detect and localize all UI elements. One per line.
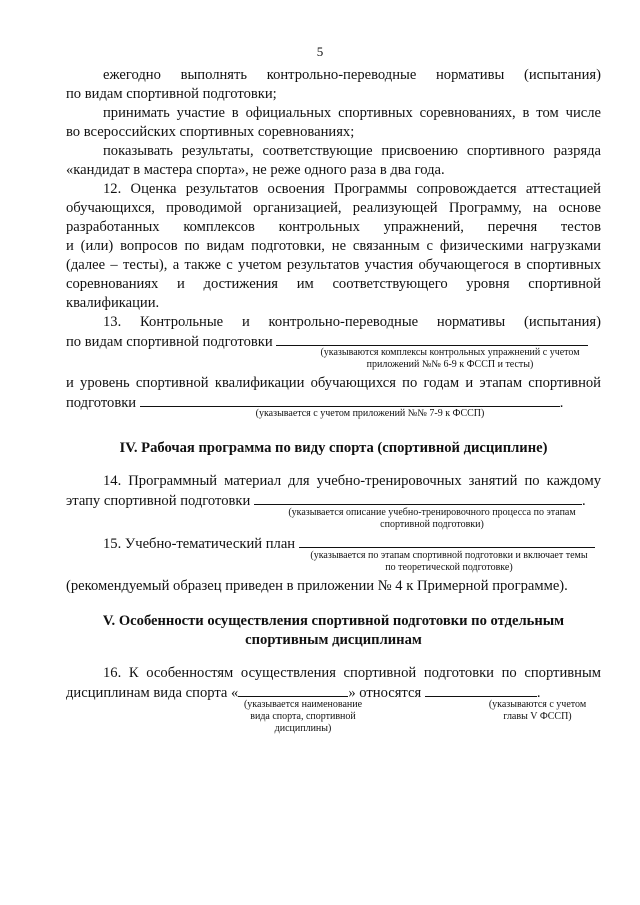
field-hint: главы V ФССП) [503, 711, 572, 722]
text-line: по видам спортивной подготовки; [66, 86, 277, 102]
text-line: во всероссийских спортивных соревнованиях; [66, 124, 355, 140]
text-line: показывать результаты, соответствующие присвоению спортивного разряда [103, 143, 601, 159]
text-line: соревнованиях и достижения им соответствующего уровня спортивной [66, 276, 601, 292]
text-line: «кандидат в мастера спорта», не реже одного раза в два года. [66, 162, 445, 178]
field-hint: (указывается наименование [243, 699, 363, 710]
text-fragment: » относятся [348, 685, 422, 701]
section-heading: IV. Рабочая программа по виду спорта (спортивной дисциплине) [119, 440, 548, 456]
section-heading: V. Особенности осуществления спортивной подготовки по отдельным [102, 613, 565, 629]
fill-in-blank [425, 683, 537, 697]
fill-in-blank [238, 683, 348, 697]
text-line: и (или) вопросов по видам подготовки, не связанным с физическими нагрузками [66, 238, 601, 254]
text-line: разработанных комплексов контрольных упражнений, перечня тестов [66, 219, 601, 235]
field-hint: вида спорта, спортивной [250, 711, 356, 722]
text-line: 12. Оценка результатов освоения Программы сопровождается аттестацией [103, 181, 601, 197]
field-hint: (указывается с учетом приложений №№ 7-9 к ФССП) [255, 408, 485, 419]
field-hint: по теоретической подготовке) [385, 562, 513, 573]
text-line: 13. Контрольные и контрольно-переводные нормативы (испытания) [103, 314, 601, 330]
fill-in-blank [276, 332, 588, 346]
fill-in-blank [254, 491, 582, 505]
fill-in-blank [140, 393, 560, 407]
text-line: (далее – тесты), а также с учетом результатов участия обучающегося в спортивных [66, 257, 601, 273]
text-fragment: . [559, 395, 564, 411]
text-fragment: подготовки [66, 395, 137, 411]
text-line: квалификации. [66, 295, 160, 311]
field-hint: дисциплины) [274, 723, 332, 734]
text-line: принимать участие в официальных спортивных соревнованиях, в том числе [103, 105, 601, 121]
field-hint: (указываются с учетом [488, 699, 587, 710]
text-fragment: по видам спортивной подготовки [66, 334, 273, 350]
text-fragment: этапу спортивной подготовки [66, 493, 251, 509]
field-hint: (указывается описание учебно-тренировочного процесса по этапам [288, 507, 576, 518]
text-line: и уровень спортивной квалификации обучающихся по годам и этапам спортивной [66, 375, 601, 391]
text-line: 14. Программный материал для учебно-тренировочных занятий по каждому [103, 473, 601, 489]
text-fragment: . [536, 685, 541, 701]
text-line: (рекомендуемый образец приведен в приложении № 4 к Примерной программе). [66, 578, 568, 594]
section-heading: спортивным дисциплинам [245, 632, 422, 648]
field-hint: спортивной подготовки) [380, 519, 484, 530]
page-number: 5 [316, 44, 324, 59]
field-hint: приложений №№ 6-9 к ФССП и тесты) [366, 359, 534, 370]
field-hint: (указываются комплексы контрольных упражнений с учетом [320, 347, 580, 358]
text-line: ежегодно выполнять контрольно-переводные нормативы (испытания) [103, 67, 601, 83]
fill-in-blank [299, 534, 595, 548]
field-hint: (указывается по этапам спортивной подготовки и включает темы [310, 550, 588, 561]
text-line: обучающихся, проводимой организацией, реализующей Программу, на основе [66, 200, 601, 216]
text-line: 16. К особенностям осуществления спортивной подготовки по спортивным [103, 665, 601, 681]
text-fragment: 15. Учебно-тематический план [103, 536, 296, 552]
text-fragment: . [581, 493, 586, 509]
text-fragment: дисциплинам вида спорта « [66, 685, 239, 701]
